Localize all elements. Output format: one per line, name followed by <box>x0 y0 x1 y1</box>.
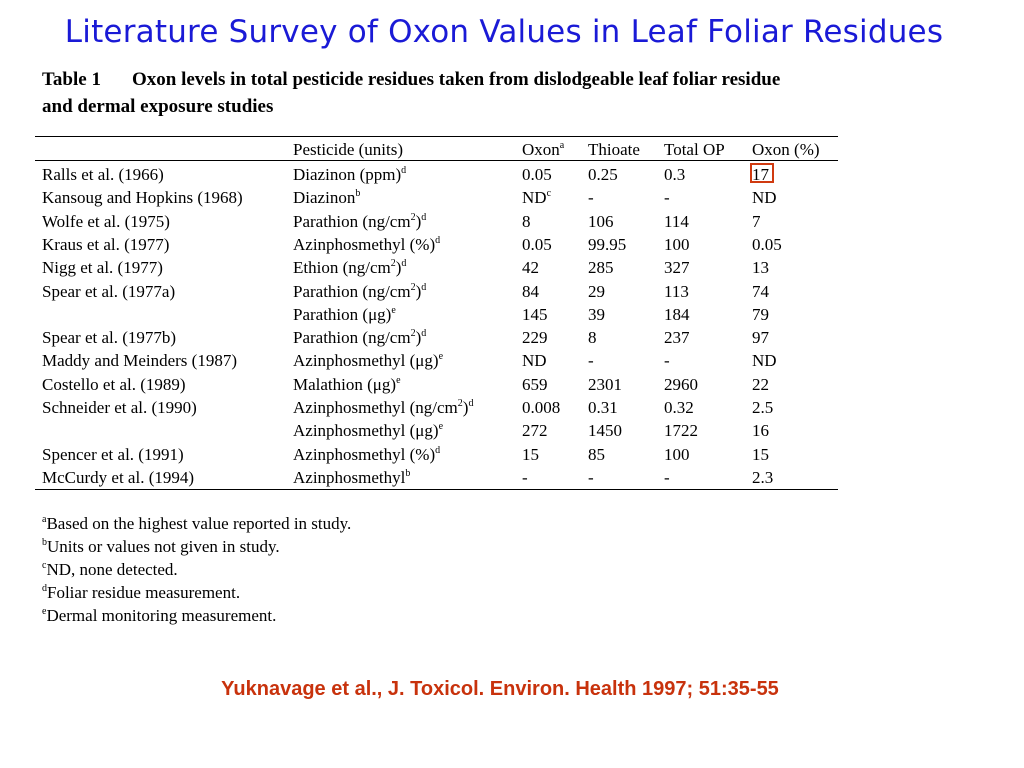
cell-total-op: 184 <box>664 305 690 324</box>
cell-oxon: ND <box>522 351 547 370</box>
cell-oxon-percent: 7 <box>752 212 761 231</box>
cell-study: Kansoug and Hopkins (1968) <box>42 188 243 207</box>
header-total-op: Total OP <box>664 140 725 159</box>
cell-thioate: 2301 <box>588 375 622 394</box>
footnote: $^c$ND, none detected. <box>42 560 178 579</box>
cell-oxon: 8 <box>522 212 531 231</box>
cell-study: Spencer et al. (1991) <box>42 445 184 464</box>
table-top-rule <box>35 136 838 137</box>
cell-oxon-percent: 13 <box>752 258 769 277</box>
cell-total-op: 114 <box>664 212 689 231</box>
cell-oxon-percent: ND <box>752 188 777 207</box>
cell-oxon: 272 <box>522 421 548 440</box>
cell-total-op: 327 <box>664 258 690 277</box>
table-caption <box>42 66 962 120</box>
cell-study: Spear et al. (1977a) <box>42 282 176 301</box>
cell-thioate: 285 <box>588 258 614 277</box>
cell-oxon-percent: 0.05 <box>752 235 782 254</box>
cell-oxon: 145 <box>522 305 548 324</box>
cell-pesticide: Parathion $(ng/cm^2)^d$ <box>293 282 427 301</box>
cell-pesticide: Azinphosmethyl $(ng/cm^2)^d$ <box>293 398 474 417</box>
header-oxon-percent: Oxon (%) <box>752 140 820 159</box>
cell-oxon: 0.008 <box>522 398 561 417</box>
cell-total-op: 100 <box>664 445 690 464</box>
cell-oxon: 15 <box>522 445 539 464</box>
cell-oxon-percent: 2.5 <box>752 398 774 417</box>
cell-thioate: 0.31 <box>588 398 618 417</box>
cell-oxon-percent: 16 <box>752 421 769 440</box>
cell-thioate: - <box>588 188 594 207</box>
cell-total-op: - <box>664 188 670 207</box>
cell-pesticide: Malathion $(\mu g)^e$ <box>293 375 401 394</box>
table-caption-line2: and dermal exposure studies <box>42 96 274 117</box>
cell-oxon-percent: 79 <box>752 305 769 324</box>
cell-thioate: 85 <box>588 445 605 464</box>
cell-thioate: 29 <box>588 282 605 301</box>
cell-pesticide: Diazinon$^b$ <box>293 188 361 207</box>
cell-oxon-percent: 74 <box>752 282 769 301</box>
cell-total-op: - <box>664 351 670 370</box>
cell-pesticide: Parathion $(ng/cm^2)^d$ <box>293 212 427 231</box>
footnote: $^d$Foliar residue measurement. <box>42 583 241 602</box>
cell-oxon-percent: 2.3 <box>752 468 774 487</box>
cell-total-op: 0.32 <box>664 398 694 417</box>
cell-thioate: 99.95 <box>588 235 627 254</box>
table-bottom-rule <box>35 489 838 490</box>
cell-oxon: - <box>522 468 528 487</box>
cell-study: Nigg et al. (1977) <box>42 258 163 277</box>
cell-study: Maddy and Meinders (1987) <box>42 351 237 370</box>
cell-oxon-percent: 97 <box>752 328 769 347</box>
cell-oxon: $ND^c$ <box>522 188 552 207</box>
cell-pesticide: Parathion $(ng/cm^2)^d$ <box>293 328 427 347</box>
cell-pesticide: Azinphosmethyl (%)$^d$ <box>293 445 441 464</box>
cell-oxon-percent: 17 <box>752 165 769 184</box>
slide-title: Literature Survey of Oxon Values in Leaf Foliar Residues <box>64 14 944 50</box>
cell-thioate: - <box>588 351 594 370</box>
cell-study: Schneider et al. (1990) <box>42 398 197 417</box>
cell-thioate: 1450 <box>588 421 622 440</box>
cell-total-op: 100 <box>664 235 690 254</box>
cell-oxon: 659 <box>522 375 548 394</box>
cell-study: Spear et al. (1977b) <box>42 328 177 347</box>
cell-study: Kraus et al. (1977) <box>42 235 170 254</box>
cell-thioate: 39 <box>588 305 605 324</box>
cell-oxon: 42 <box>522 258 539 277</box>
cell-thioate: - <box>588 468 594 487</box>
cell-thioate: 8 <box>588 328 597 347</box>
footnote: $^a$Based on the highest value reported in study. <box>42 514 352 533</box>
header-pesticide: Pesticide (units) <box>293 140 404 159</box>
cell-pesticide: Azinphosmethyl (%)$^d$ <box>293 235 441 254</box>
cell-pesticide: Azinphosmethyl $(\mu g)^e$ <box>293 351 444 370</box>
header-oxon: Oxon$^a$ <box>522 140 565 159</box>
cell-pesticide: Diazinon (ppm)$^d$ <box>293 165 407 184</box>
cell-pesticide: Parathion $(\mu g)^e$ <box>293 305 396 324</box>
cell-oxon: 84 <box>522 282 539 301</box>
table-caption-line1: Oxon levels in total pesticide residues taken from dislodgeable leaf foliar residue <box>132 69 781 90</box>
cell-study: Ralls et al. (1966) <box>42 165 164 184</box>
cell-oxon: 229 <box>522 328 548 347</box>
header-thioate: Thioate <box>588 140 640 159</box>
cell-study: Costello et al. (1989) <box>42 375 186 394</box>
cell-pesticide: Azinphosmethyl $(\mu g)^e$ <box>293 421 444 440</box>
cell-study: McCurdy et al. (1994) <box>42 468 195 487</box>
cell-total-op: 1722 <box>664 421 698 440</box>
cell-total-op: - <box>664 468 670 487</box>
cell-total-op: 237 <box>664 328 690 347</box>
highlight-box <box>750 163 774 183</box>
cell-oxon: 0.05 <box>522 235 552 254</box>
cell-oxon-percent: 22 <box>752 375 769 394</box>
cell-thioate: 106 <box>588 212 614 231</box>
cell-thioate: 0.25 <box>588 165 618 184</box>
table-header-rule <box>35 160 838 161</box>
cell-total-op: 2960 <box>664 375 698 394</box>
cell-pesticide: Ethion $(ng/cm^2)^d$ <box>293 258 407 277</box>
cell-oxon-percent: 15 <box>752 445 769 464</box>
footnote: $^b$Units or values not given in study. <box>42 537 280 556</box>
cell-total-op: 113 <box>664 282 689 301</box>
cell-pesticide: Azinphosmethyl$^b$ <box>293 468 411 487</box>
cell-oxon-percent: ND <box>752 351 777 370</box>
cell-total-op: 0.3 <box>664 165 686 184</box>
footnote: $^e$Dermal monitoring measurement. <box>42 606 277 625</box>
cell-oxon: 0.05 <box>522 165 552 184</box>
citation: Yuknavage et al., J. Toxicol. Environ. Health 1997; 51:35-55 <box>221 678 779 700</box>
cell-study: Wolfe et al. (1975) <box>42 212 170 231</box>
table-label: Table 1 <box>42 69 101 90</box>
